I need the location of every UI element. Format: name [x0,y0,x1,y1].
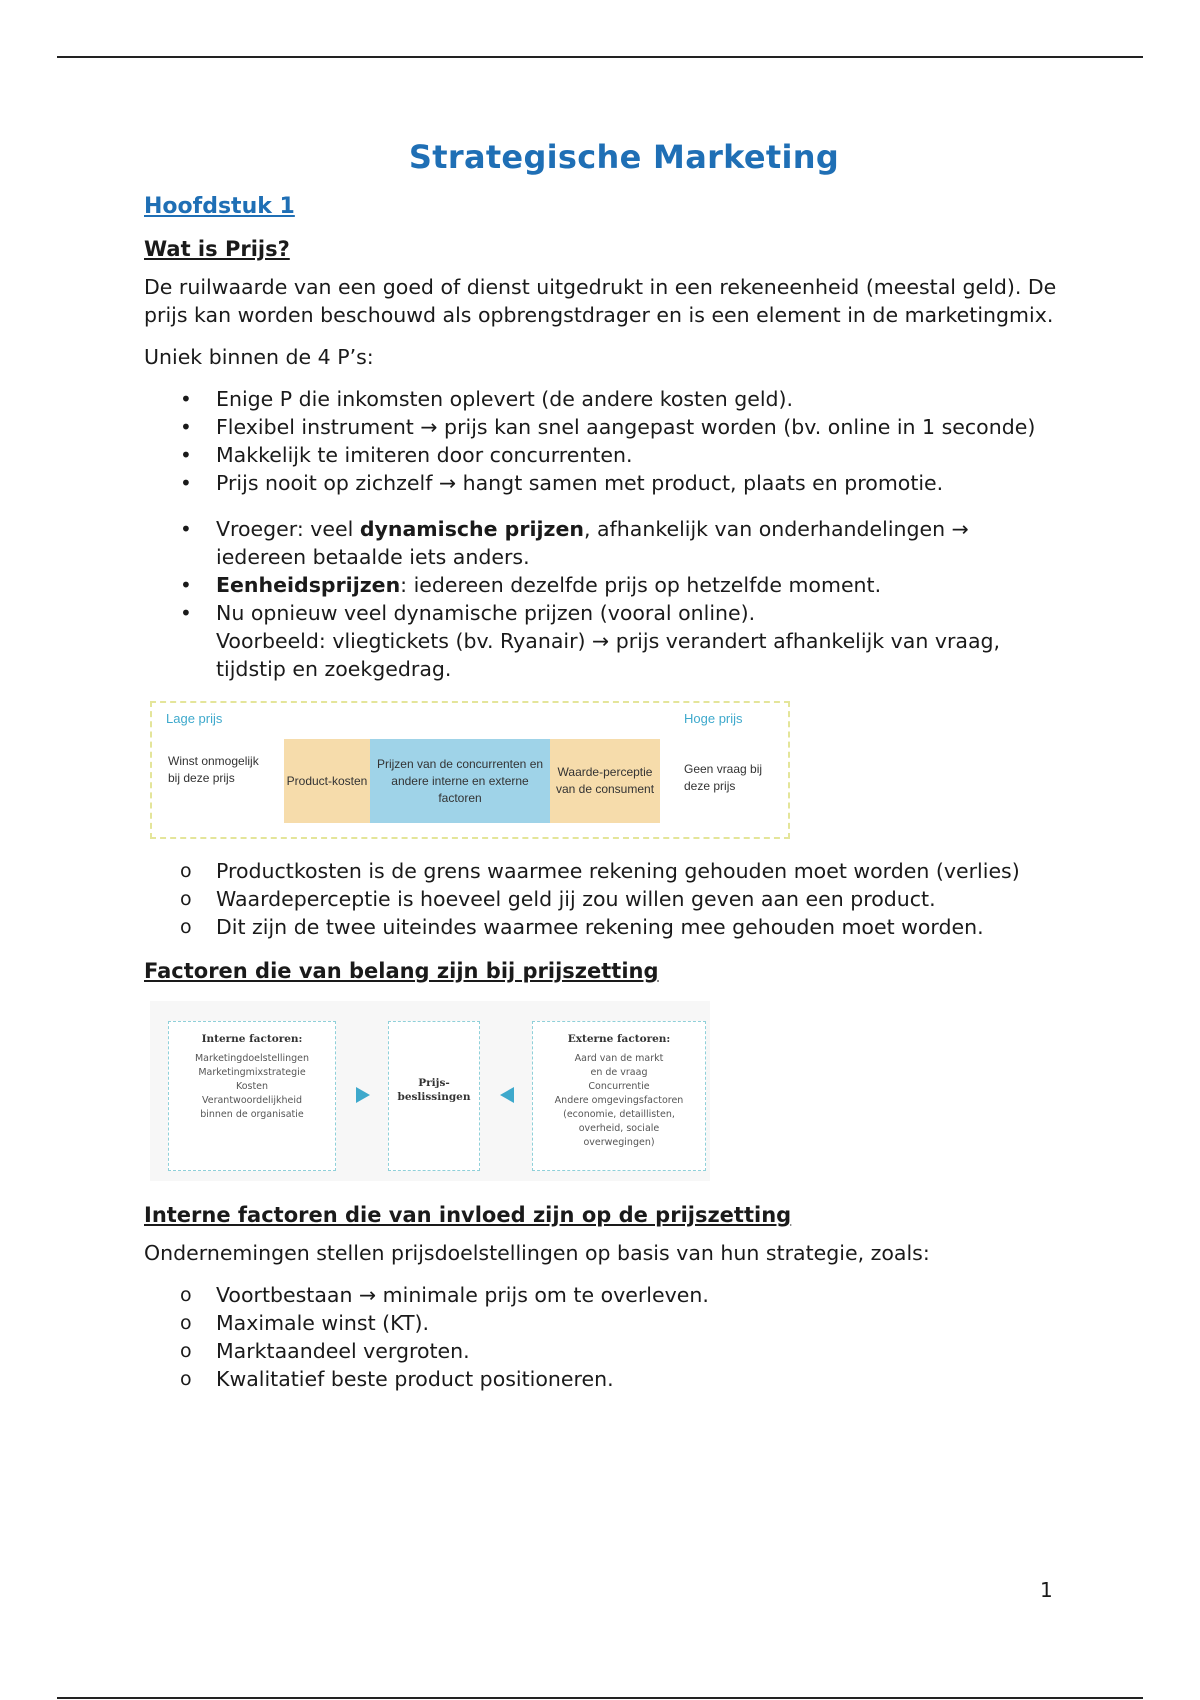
external-factor-line: overwegingen) [583,1137,655,1148]
internal-objectives-list [144,1281,1064,1393]
price-definition: De ruilwaarde van een goed of dienst uitgedrukt in een rekeneenheid (meestal geld). De prijs kan worden beschouwd als opbrengstdrager en is een element in de marketingmix. [144,275,1057,327]
value-perception-label: Waarde-perceptie van de consument [555,765,655,796]
external-factor-line: Andere omgevingsfactoren [554,1095,684,1106]
list-item: o Maximale winst (KT). [144,1309,1064,1337]
arrow-right-icon [356,1087,370,1103]
diagram-notes-list [144,857,1064,941]
product-costs-box [284,739,370,823]
internal-factors-box [168,1021,336,1171]
pricing-factors-diagram [150,1001,710,1181]
list-item: o Dit zijn de twee uiteindes waarmee rekening mee gehouden moet worden. [144,913,1064,941]
text-span: Vroeger: veel [216,517,360,541]
list-item [144,599,1064,683]
unique-intro: Uniek binnen de 4 P’s: [144,345,374,369]
list-item: o Waardeperceptie is hoeveel geld jij zou willen geven aan een product. [144,885,1064,913]
text-span: : iedereen dezelfde prijs op hetzelfde moment. [400,573,882,597]
text-span: , afhankelijk van onderhandelingen → iedereen betaalde iets anders. [216,517,969,569]
list-item: • Makkelijk te imiteren door concurrenten. [144,441,1064,469]
competitor-prices-label: Prijzen van de concurrenten en andere interne en externe factoren [376,756,544,805]
competitor-prices-box [370,739,550,823]
list-item: • Enige P die inkomsten oplevert (de andere kosten geld). [144,385,1064,413]
section-heading-factors: Factoren die van belang zijn bij prijszetting [144,959,659,983]
pricing-decisions-label: Prijs-beslissingen [397,1077,471,1103]
price-range-diagram [150,701,790,839]
list-item: o Marktaandeel vergroten. [144,1337,1064,1365]
list-item: • Prijs nooit op zichzelf → hangt samen met product, plaats en promotie. [144,469,1064,497]
external-factor-line: Concurrentie [588,1081,650,1092]
page-number: 1 [1040,1578,1053,1602]
bold-term: Eenheidsprijzen [216,573,401,597]
internal-factor-line: binnen de organisatie [200,1109,304,1120]
pricing-decisions-box [388,1021,480,1171]
external-factors-title: Externe factoren: [567,1033,671,1045]
list-item [144,571,1064,599]
page-content [144,138,1064,1411]
high-price-label: Hoge prijs [684,711,743,726]
chapter-heading: Hoofdstuk 1 [144,194,295,219]
section-heading-internal: Interne factoren die van invloed zijn op de prijszetting [144,1203,792,1227]
unique-points-list [144,385,1064,497]
internal-factors-title: Interne factoren: [201,1033,303,1045]
document-title: Strategische Marketing [408,138,840,176]
internal-factor-line: Kosten [235,1081,269,1092]
section-heading-price: Wat is Prijs? [144,237,290,261]
external-factor-line: (economie, detaillisten, [563,1109,675,1120]
list-item [144,515,1064,571]
list-item: o Voortbestaan → minimale prijs om te overleven. [144,1281,1064,1309]
text-span: Nu opnieuw veel dynamische prijzen (vooral online). [216,601,756,625]
no-demand-text: Geen vraag bij deze prijs [684,762,763,793]
internal-factor-line: Verantwoordelijkheid [201,1095,303,1106]
no-profit-text: Winst onmogelijk bij deze prijs [168,754,259,785]
internal-factor-line: Marketingdoelstellingen [194,1053,310,1064]
example-line: Voorbeeld: vliegtickets (bv. Ryanair) → prijs verandert afhankelijk van vraag, tijdstip en zoekgedrag. [216,629,1001,681]
arrow-left-icon [500,1087,514,1103]
list-item: • Flexibel instrument → prijs kan snel aangepast worden (bv. online in 1 seconde) [144,413,1064,441]
internal-factor-line: Marketingmixstrategie [198,1067,306,1078]
top-rule [57,56,1143,58]
external-factor-line: en de vraag [590,1067,648,1078]
external-factors-box [532,1021,706,1171]
external-factor-line: overheid, sociale [578,1123,660,1134]
external-factor-line: Aard van de markt [574,1053,664,1064]
list-item: o Kwalitatief beste product positioneren. [144,1365,1064,1393]
list-item: o Productkosten is de grens waarmee rekening gehouden moet worden (verlies) [144,857,1064,885]
product-costs-label: Product-kosten [286,773,368,788]
history-points-list [144,515,1064,683]
internal-intro: Ondernemingen stellen prijsdoelstellingen op basis van hun strategie, zoals: [144,1241,930,1265]
low-price-label: Lage prijs [166,711,223,726]
bottom-rule [57,1697,1143,1699]
bold-term: dynamische prijzen [359,517,584,541]
value-perception-box [550,739,660,823]
